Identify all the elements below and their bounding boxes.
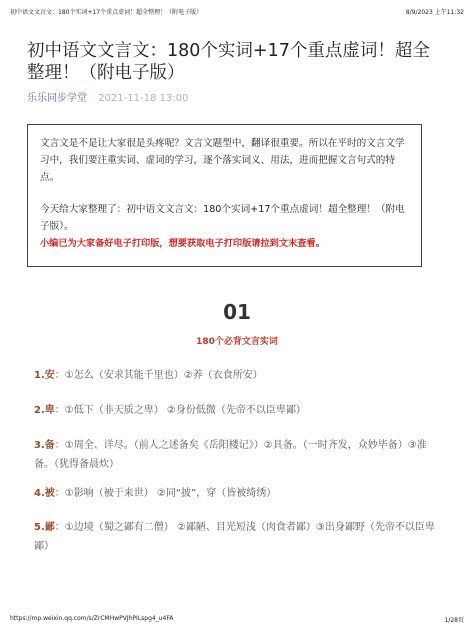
item-number: 5. [34,522,45,533]
item-definition: ：①边境（蜀之鄙有二僧） ②鄙陋、目光短浅（肉食者鄙）③出身鄙野（先帝不以臣卑鄙） [34,522,435,552]
item-definition: ：①低下（非天质之卑） ②身份低微（先帝不以臣卑鄙） [54,405,306,416]
section-number: 01 [223,300,251,324]
item-number: 1. [34,370,45,381]
item-definition: ：①怎么（安求其能千里也）②养（衣食所安） [54,370,263,381]
item-keyword: 鄙 [44,522,55,533]
publish-date: 2021-11-18 13:00 [98,93,189,104]
print-header [10,7,464,16]
intro-paragraph: 今天给大家整理了：初中语文文言文：180个实词+17个重点虚词！超全整理！（附电子版）。 [40,204,405,232]
list-item [34,436,440,474]
article-meta [27,89,188,104]
account-name-link[interactable]: 乐乐同步学堂 [27,93,87,104]
item-definition: ：①周全、详尽。（前人之述备矣《岳阳楼记》）②具备。（一时齐发，众妙毕备）③准备。（犹得备晨炊） [34,440,427,470]
intro-notice: 小编已为大家备好电子打印版，想要获取电子打印版请拉到文末查看。 [40,238,325,249]
item-keyword: 备 [44,440,55,451]
section-title: 180个必背文言实词 [196,337,278,347]
item-number: 3. [34,440,45,451]
print-footer [10,615,464,624]
print-header-title: 初中语文文言文：180个实词+17个重点虚词！超全整理！（附电子版） [10,9,203,16]
page-url: https://mp.weixin.qq.com/s/ZrCMHwPVJhPILspg4_u4FA [10,615,174,622]
list-item [34,366,440,385]
list-item [34,401,440,420]
print-header-timestamp: 8/9/2023 上午11:32 [405,9,464,16]
article-title: 初中语文文言文：180个实词+17个重点虚词！超全整理！（附电子版） [27,41,430,83]
list-item [34,518,440,556]
item-number: 2. [34,405,45,416]
intro-paragraph: 文言文是不是让大家很是头疼呢？文言文题型中，翻译很重要。所以在平时的文言文学习中，我们要注重实词、虚词的学习，逐个落实词义、用法，进而把握文言句式的特点。 [40,138,405,183]
item-definition: ：①影响（被于来世） ②同“披”，穿（皆被绮绣） [54,488,277,499]
item-number: 4. [34,488,45,499]
list-item [34,484,440,503]
item-keyword: 安 [44,370,55,381]
item-keyword: 卑 [44,405,55,416]
page-count: 1/28页 [444,617,464,624]
intro-box [27,124,422,267]
item-keyword: 被 [44,488,55,499]
